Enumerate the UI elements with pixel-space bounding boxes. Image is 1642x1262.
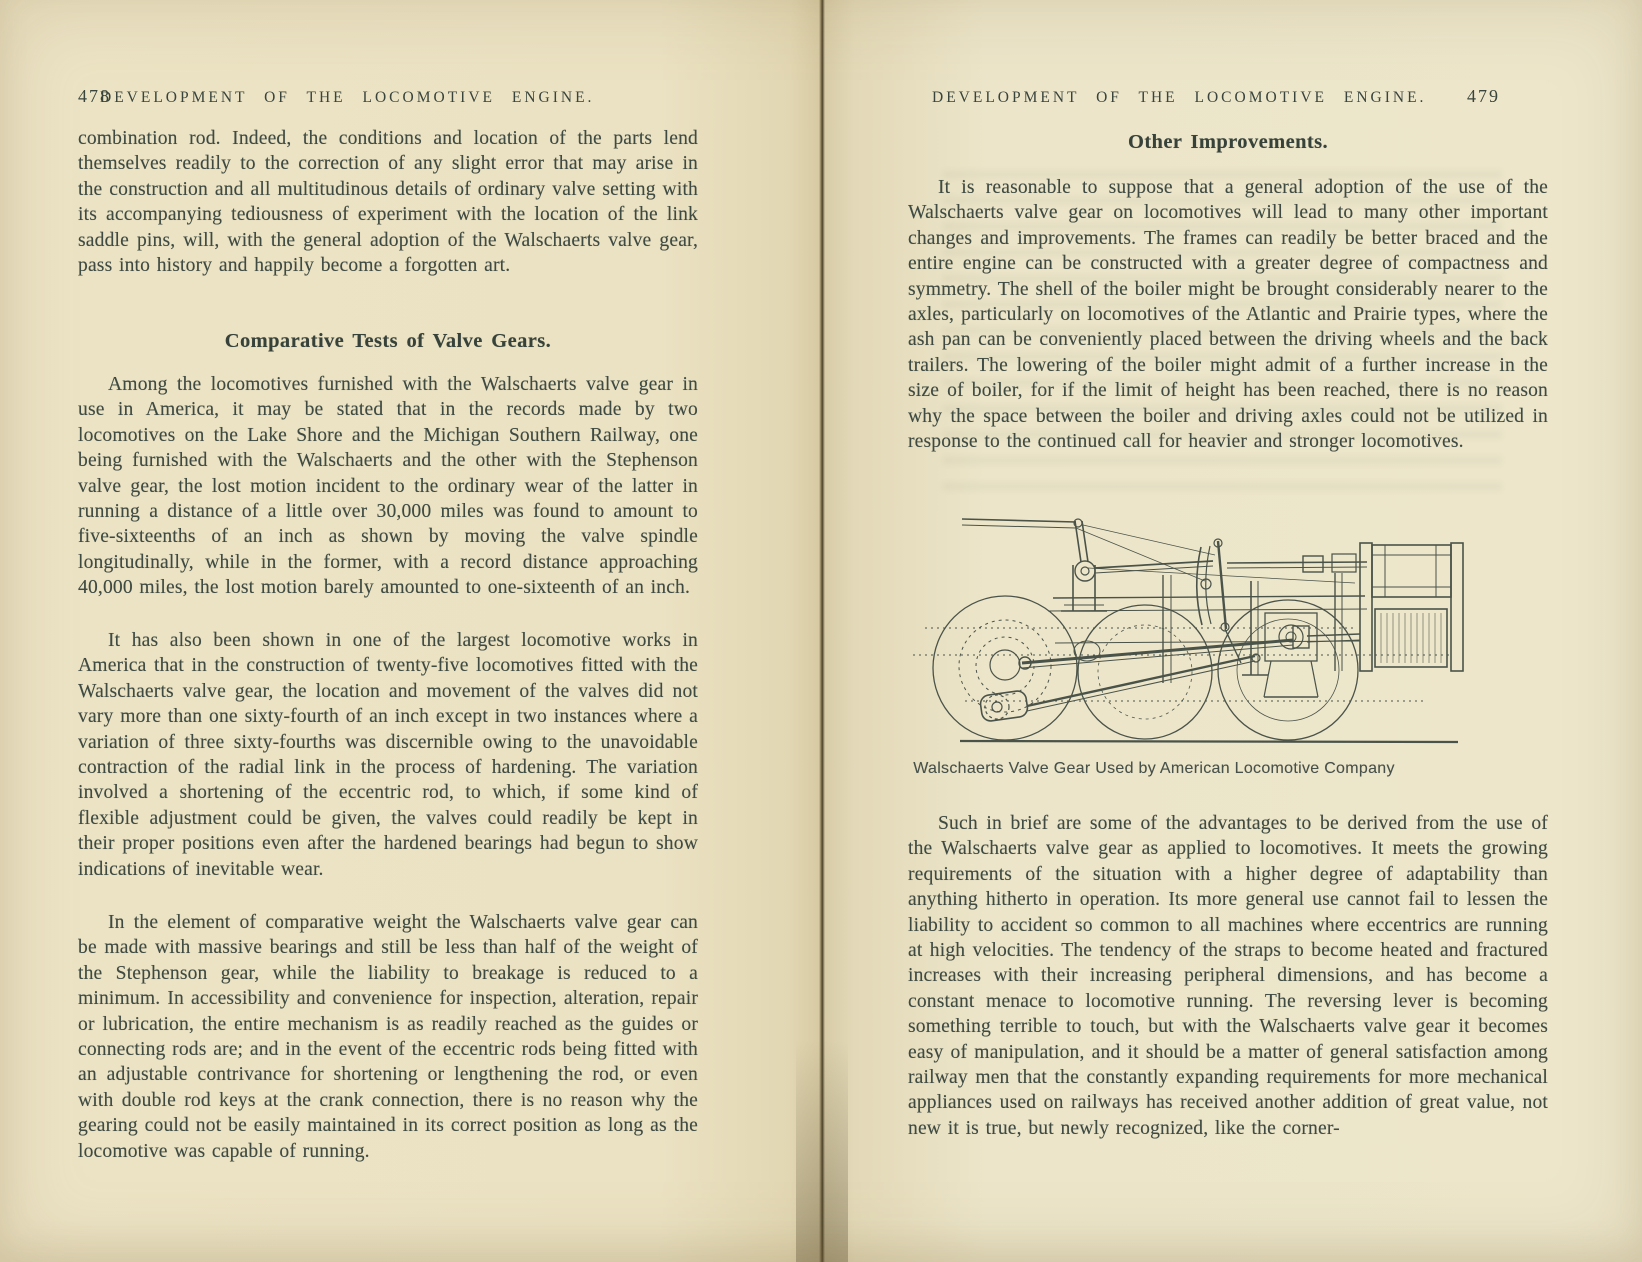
section-heading-left: Comparative Tests of Valve Gears. xyxy=(224,330,552,352)
section-heading-right: Other Improvements. xyxy=(1127,131,1328,153)
valve-gear-figure xyxy=(905,513,1470,745)
body-paragraph: Among the locomotives furnished with the Walschaerts valve gear in use in America, it may be stated that in the records made by two locomotives on the Lake Shore and the Michigan Southern Railway, one being furnished with the Walschaerts and the other with the Stephenson valve gear, the lost motion incident to the ordinary wear of the latter in running a distance of a little over 30,000 miles was found to amount to five-sixteenths of an inch as shown by moving the valve spindle longitudinally, while in the former, with a record distance approaching 40,000 miles, the lost motion barely amounted to one-sixteenth of an inch. xyxy=(78,374,698,599)
body-paragraph: Such in brief are some of the advantages to be derived from the use of the Walschaerts valve gear as applied to locomotives. It meets the growing requirements of the situation with a higher degree of adaptability than anything hitherto in operation. Its more general use cannot fail to lessen the liability to accident so common to all machines where eccentrics are running at high velocities. The tendency of the straps to become heated and fractured increases with their increasing peripheral dimensions, and has become a constant menace to locomotive running. The reversing lever is becoming something terrible to touch, but with the Walschaerts valve gear it becomes easy of manipulation, and it should be a matter of general satisfaction among railway men that the constantly expanding requirements for more mechanical appliances used on railways has received another addition of great value, not new it is true, but newly recognized, like the corner- xyxy=(908,813,1548,1139)
page-right xyxy=(822,0,1642,1262)
body-paragraph: It is reasonable to suppose that a general adoption of the use of the Walschaerts valve gear on locomotives will lead to many other important changes and improvements. The frames can readily be better braced and the entire engine can be constructed with a greater degree of compactness and symmetry. The shell of the boiler might be brought considerably nearer to the axles, particularly on locomotives of the Atlantic and Prairie types, where the ash pan can be conveniently placed between the driving wheels and the back trailers. The lowering of the boiler might admit of a further increase in the size of boiler, for if the limit of height has been reached, there is no reason why the space between the boiler and driving axles could not be utilized in response to the continued call for heavier and stronger locomotives. xyxy=(908,177,1548,453)
body-paragraph: In the element of comparative weight the Walschaerts valve gear can be made with massive bearings and still be less than half of the weight of the Stephenson gear, while the liability to breakage is reduced to a minimum. In accessibility and convenience for inspection, alteration, repair or lubrication, the entire mechanism is as readily reached as the guides or connecting rods are; and in the event of the eccentric rods being fitted with an adjustable contrivance for shortening or lengthening the rod, or even with double rod keys at the crank connection, there is no reason why the gearing could not be easily maintained in its correct position as long as the locomotive was capable of running. xyxy=(78,912,698,1162)
page-number-left: 478 xyxy=(78,86,111,106)
running-head-left: DEVELOPMENT OF THE LOCOMOTIVE ENGINE. xyxy=(100,89,595,106)
page-number-right: 479 xyxy=(1467,86,1500,106)
gutter-shadow xyxy=(796,1040,848,1262)
running-head-right: DEVELOPMENT OF THE LOCOMOTIVE ENGINE. xyxy=(932,89,1427,106)
body-paragraph: combination rod. Indeed, the conditions and location of the parts lend themselves readily to the correction of any slight error that may arise in the construction and all multitudinous details of ordinary valve setting with its accompanying tediousness of experiment with the location of the link saddle pins, will, with the general adoption of the Walschaerts valve gear, pass into history and happily become a forgotten art. xyxy=(78,128,698,277)
locomotive-drawing-illustration xyxy=(905,513,1470,745)
figure-caption: Walschaerts Valve Gear Used by American Locomotive Company xyxy=(913,760,1395,777)
body-paragraph: It has also been shown in one of the largest locomotive works in America that in the construction of twenty-five locomotives fitted with the Walschaerts valve gear, the location and movement of the valves did not vary more than one sixty-fourth of an inch except in two instances where a variation of three sixty-fourths was discernible owing to the unavoidable contraction of the radial link in the process of hardening. The variation involved a shortening of the eccentric rod, to which, if some kind of flexible adjustment could be given, the valves could readily be kept in their proper positions even after the hardened bearings had begun to show indications of inevitable wear. xyxy=(78,630,698,880)
